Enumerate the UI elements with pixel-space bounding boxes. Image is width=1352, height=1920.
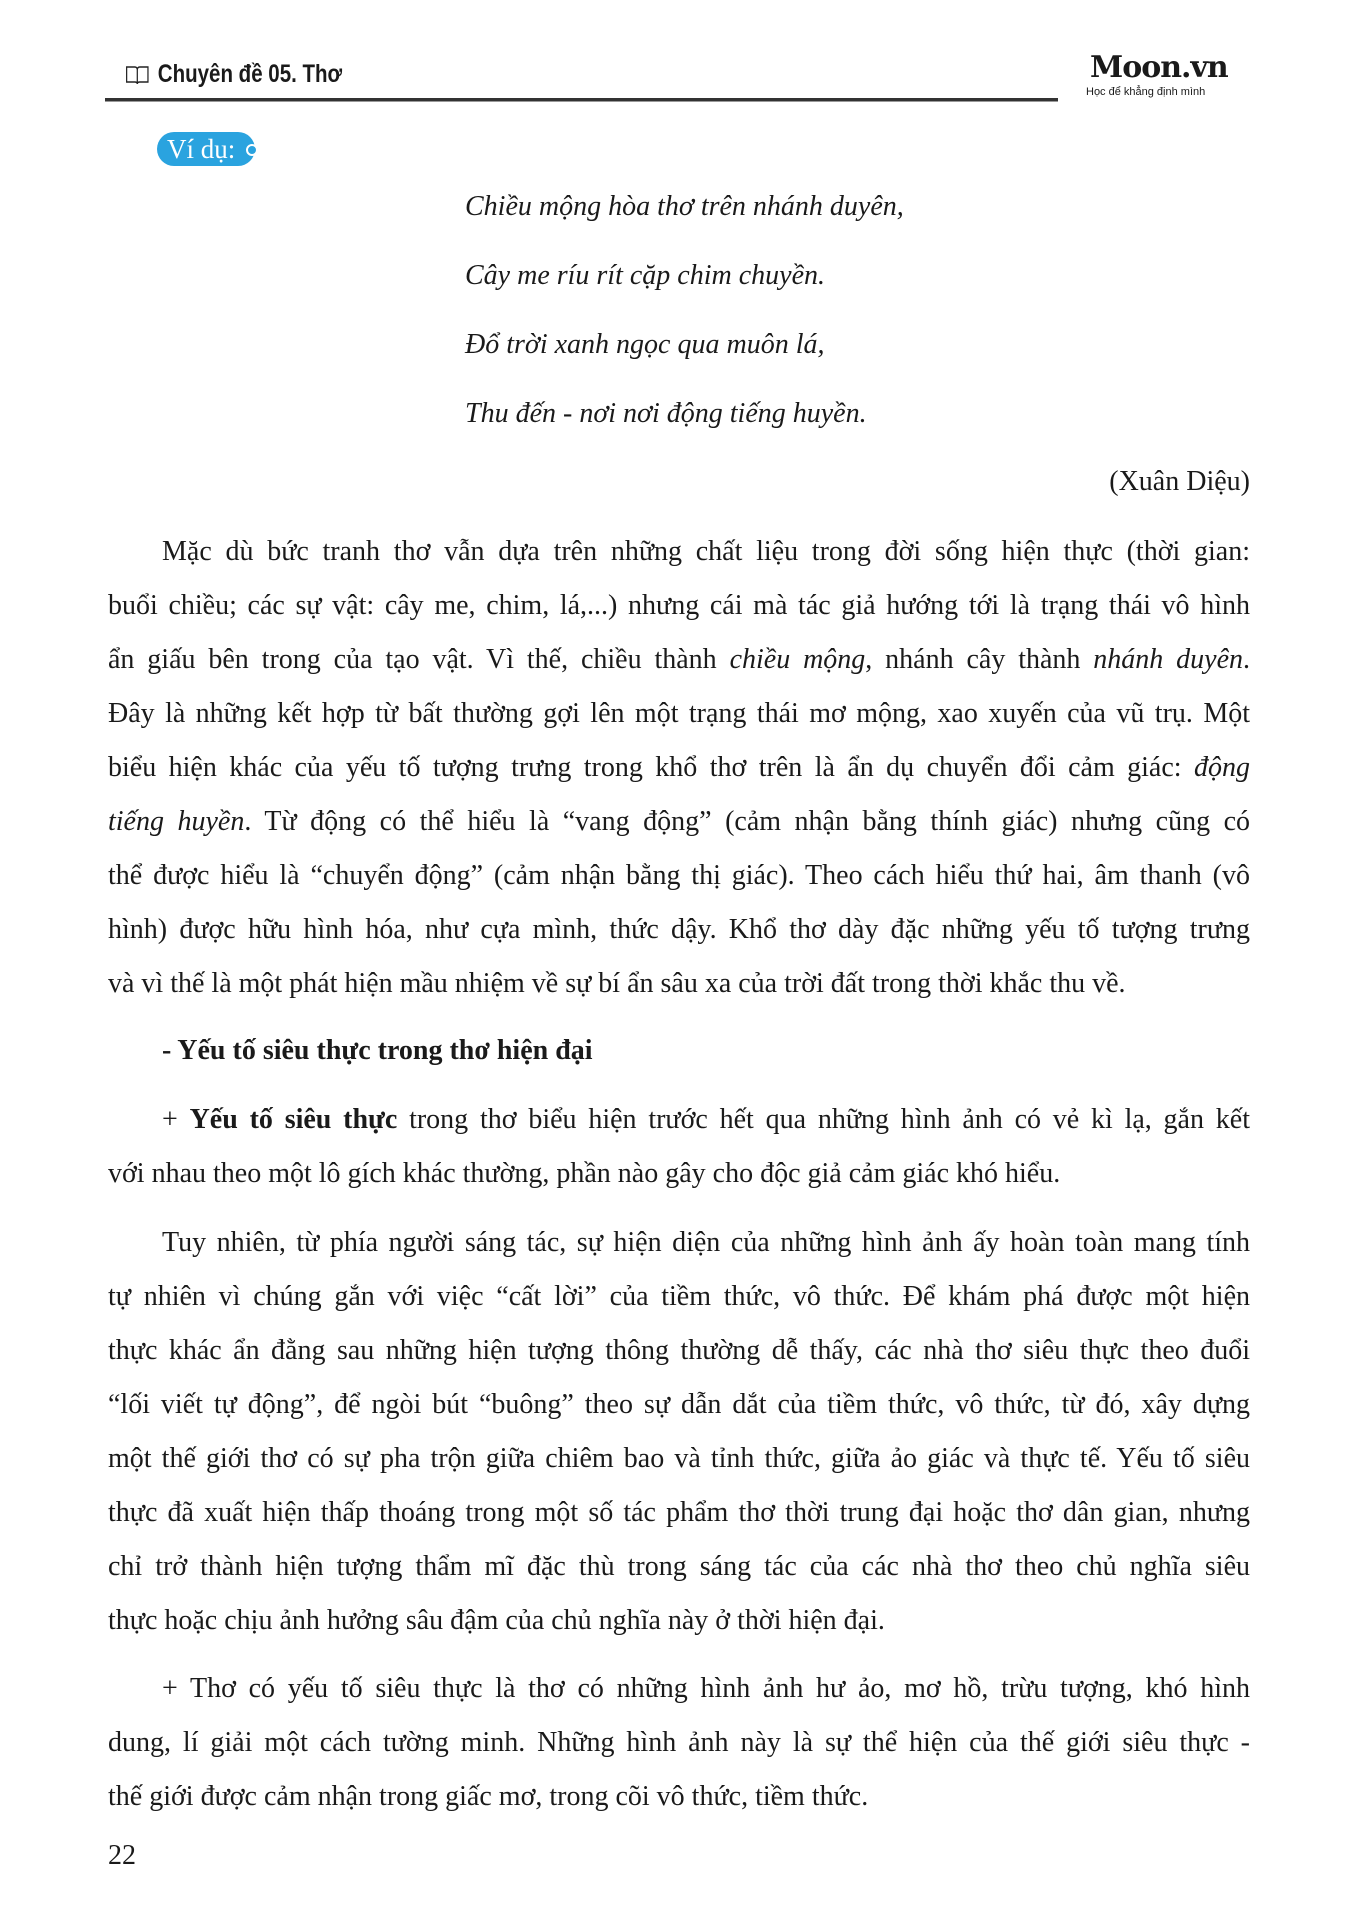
italic-text: nhánh duyên [1093, 644, 1244, 675]
moon-logo: Moon.vn [1090, 50, 1228, 85]
text-line [108, 741, 1250, 795]
page-number: 22 [108, 1840, 136, 1871]
text-span: thế giới được cảm nhận trong giấc mơ, trong cõi vô thức, tiềm thức. [108, 1781, 869, 1812]
text-line [108, 849, 1250, 903]
text-line [108, 1662, 1250, 1716]
poem-line: Cây me ríu rít cặp chim chuyền. [465, 260, 826, 291]
italic-text: động [1194, 752, 1250, 783]
bold-text: - Yếu tố siêu thực trong thơ hiện đại [162, 1035, 593, 1066]
text-span: buổi chiều; các sự vật: cây me, chim, lá,...) nhưng cái mà tác giả hướng tới là trạng thái vô hình [108, 590, 1250, 621]
chapter-header [125, 60, 342, 89]
text-line [108, 633, 1250, 687]
text-line [108, 1216, 1250, 1270]
paragraph-explanation [108, 1216, 1250, 1648]
text-line [108, 1540, 1250, 1594]
bold-text: Yếu tố siêu thực [189, 1104, 398, 1135]
text-line [108, 957, 1250, 1011]
chapter-title: Chuyên đề 05. Thơ [157, 60, 343, 88]
text-span: thực khác ẩn đằng sau những hiện tượng thông thường dễ thấy, các nhà thơ siêu thực theo đuổi [108, 1335, 1250, 1366]
text-span: dung, lí giải một cách tường minh. Những hình ảnh này là sự thể hiện của thế giới siêu thực - [108, 1727, 1250, 1758]
text-line [108, 1378, 1250, 1432]
text-line [108, 1716, 1250, 1770]
badge-dot [246, 144, 258, 156]
text-span: trong thơ biểu hiện trước hết qua những hình ảnh có vẻ kì lạ, gắn kết [397, 1104, 1250, 1135]
paragraph-characteristics [108, 1662, 1250, 1824]
text-span: . [1243, 644, 1251, 675]
italic-text: tiếng huyền [108, 806, 245, 837]
section-heading [108, 1024, 1250, 1078]
text-span: “lối viết tự động”, để ngòi bút “buông” theo sự dẫn dắt của tiềm thức, vô thức, từ đó, xây dựng [108, 1389, 1250, 1420]
text-line [108, 1147, 1250, 1201]
text-span: , nhánh cây thành [865, 644, 1094, 675]
text-span: chỉ trở thành hiện tượng thẩm mĩ đặc thù trong sáng tác của các nhà thơ theo chủ nghĩa siêu [108, 1551, 1250, 1582]
text-span: và vì thế là một phát hiện mầu nhiệm về sự bí ẩn sâu xa của trời đất trong thời khắc thu về. [108, 968, 1126, 999]
example-label: Ví dụ: [167, 134, 236, 164]
logo-tagline: Học để khẳng định mình [1086, 86, 1206, 98]
text-span: biểu hiện khác của yếu tố tượng trưng trong khổ thơ trên là ẩn dụ chuyển đổi cảm giác: [108, 752, 1194, 783]
header-rule [105, 98, 1058, 102]
text-line [108, 1270, 1250, 1324]
text-line [108, 903, 1250, 957]
text-line [108, 525, 1250, 579]
text-line [108, 687, 1250, 741]
text-span: Mặc dù bức tranh thơ vẫn dựa trên những chất liệu trong đời sống hiện thực (thời gian: [162, 536, 1250, 567]
text-span: ẩn giấu bên trong của tạo vật. Vì thế, chiều thành [108, 644, 730, 675]
text-span: một thế giới thơ có sự pha trộn giữa chiêm bao và tỉnh thức, giữa ảo giác và thực tế. Yếu tố siêu [108, 1443, 1250, 1474]
text-span: với nhau theo một lô gích khác thường, phần nào gây cho độc giả cảm giác khó hiểu. [108, 1158, 1061, 1189]
text-span: + Thơ có yếu tố siêu thực là thơ có những hình ảnh hư ảo, mơ hồ, trừu tượng, khó hình [162, 1673, 1250, 1704]
text-span: Đây là những kết hợp từ bất thường gợi lên một trạng thái mơ mộng, xao xuyến của vũ trụ. Một [108, 698, 1250, 729]
text-span: + [162, 1104, 190, 1135]
text-span: Tuy nhiên, từ phía người sáng tác, sự hiện diện của những hình ảnh ấy hoàn toàn mang tính [162, 1227, 1250, 1258]
text-span: tự nhiên vì chúng gắn với việc “cất lời” của tiềm thức, vô thức. Để khám phá được một hiện [108, 1281, 1250, 1312]
text-span: thực hoặc chịu ảnh hưởng sâu đậm của chủ nghĩa này ở thời hiện đại. [108, 1605, 885, 1636]
text-span: thực đã xuất hiện thấp thoáng trong một số tác phẩm thơ thời trung đại hoặc thơ dân gian, nhưng [108, 1497, 1250, 1528]
poem-author: (Xuân Diệu) [1109, 466, 1250, 497]
text-line [108, 1594, 1250, 1648]
poem-line: Đổ trời xanh ngọc qua muôn lá, [465, 329, 825, 360]
text-line [108, 1024, 1250, 1078]
text-span: thể được hiểu là “chuyển động” (cảm nhận bằng thị giác). Theo cách hiểu thứ hai, âm thanh (vô [108, 860, 1250, 891]
poem-line: Chiều mộng hòa thơ trên nhánh duyên, [465, 191, 904, 222]
text-span: hình) được hữu hình hóa, như cựa mình, thức dậy. Khổ thơ dày đặc những yếu tố tượng trưng [108, 914, 1250, 945]
paragraph-definition [108, 1093, 1250, 1201]
text-line [108, 1770, 1250, 1824]
text-span: . Từ động có thể hiểu là “vang động” (cảm nhận bằng thính giác) nhưng cũng có [244, 806, 1251, 837]
text-line [108, 579, 1250, 633]
italic-text: chiều mộng [729, 644, 866, 675]
paragraph-analysis [108, 525, 1250, 1011]
poem-line: Thu đến - nơi nơi động tiếng huyền. [465, 398, 867, 429]
text-line [108, 795, 1250, 849]
text-line [108, 1093, 1250, 1147]
poem [465, 172, 904, 448]
example-badge [157, 132, 255, 166]
book-icon [125, 64, 150, 86]
text-line [108, 1432, 1250, 1486]
text-line [108, 1486, 1250, 1540]
text-line [108, 1324, 1250, 1378]
